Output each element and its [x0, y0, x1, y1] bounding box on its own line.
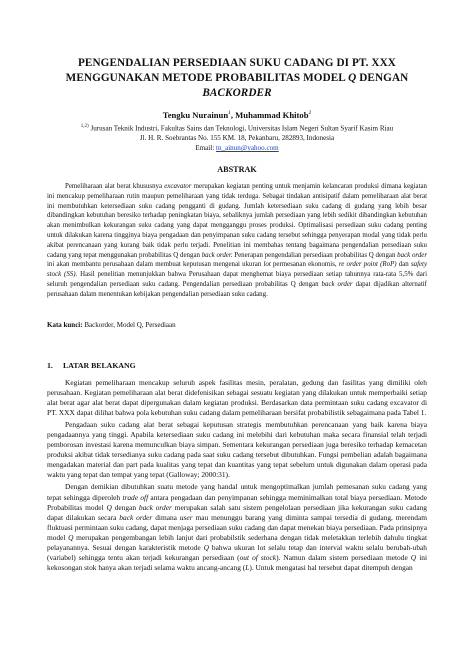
affiliation-sup: 1,2) — [80, 124, 89, 129]
body-text-run: ini kekosongan stok hanya akan terjadi selama waktu ancang-ancang ( — [47, 552, 428, 572]
body-italic: L — [245, 562, 250, 572]
body-italic: Q — [106, 502, 112, 512]
author-2-sup: 2 — [308, 110, 312, 117]
body-italic: Q — [410, 552, 417, 562]
title-line-1: PENGENDALIAN PERSEDIAAN SUKU CADANG DI PT. XXX — [78, 57, 396, 69]
keywords-value: Backorder, Model Q, Persediaan — [82, 321, 176, 329]
body-text-run: antara pengadaan dan penyimpanan sehingga meminimalkan total biaya persediaan. Metode Probabilitas model — [47, 492, 427, 512]
email-link[interactable]: tn_ainun@yahoo.com — [216, 144, 279, 153]
email-label: Email: — [195, 144, 216, 153]
body-italic: user — [179, 512, 193, 522]
body-text-run: merupakan pengembangan lebih lanjut dari probabilstik sederhana dengan tidak meletakkan terlebih dahulu tingkat pelayanannya. Sesuai dengan karakteristik metode — [47, 532, 427, 552]
affiliation-line-1 — [40, 122, 434, 133]
body-italic: trade off — [122, 492, 149, 502]
body-italic: Q — [203, 542, 209, 552]
paper-title — [30, 56, 444, 101]
body-paragraph-3 — [47, 482, 427, 572]
keywords — [47, 321, 427, 329]
title-line-2-b: DENGAN — [356, 72, 409, 84]
abstract-italic: lot — [263, 261, 271, 269]
body-text-run: ). Namun dalam sistem persediaan metode — [276, 552, 411, 562]
abstract-text: ini akan membantu perusahaan dalam membuat keputusan mengenai ukuran — [47, 261, 264, 269]
abstract-text: permesanan ekonomis, — [270, 261, 339, 269]
body-italic: out of stock — [239, 552, 277, 562]
body-text-run: dimana — [152, 512, 180, 522]
body-text-run: bahwa ukuran lot selalu tetap dan interval waktu selalu berubah-ubah (variabel) sehingga tentu akan terjadi kekurangan persediaan ( — [47, 542, 427, 562]
title-backorder: BACKORDER — [202, 87, 272, 99]
abstract-text: dapat dijadikan alternatif perusahaan dalam menentukan kebijakan pengendalian persediaan suku cadang. — [47, 280, 427, 298]
body-italic: back order — [138, 502, 172, 512]
abstract-text: Pemeliharaan alat berat khususnya — [65, 183, 165, 190]
body-text-run: mau menunggu barang yang diminta sampai tersedia di gudang, merendam fluktuasi permintaan suku cadang, dapat menjaga persediaan suku cadang dan dapat menekan biaya persediaan. Pada prinsipnya model — [47, 512, 427, 542]
author-list — [30, 110, 444, 120]
body-text-run: merupakan salah satu sistem pengelolaan persediaan jika kekurangan suku cadang dapat dilakukan secara — [47, 502, 427, 522]
section-number: 1. — [47, 361, 53, 370]
body-paragraph-2: Pengadaan suku cadang alat berat sebagai keputusan strategis membutuhkan perencanaan yang baik karena biaya pengadaannya yang tinggi. Apabila ketersediaan suku cadang ini melebihi dari kebutuhan maka secara finansial telah terjadi pemborosan investasi karena memunculkan biaya simpan. Sementara kekurangan persediaan juga beresiko terhadap kemacetan produksi akibat tidak tersedianya suku cadang pada saat suku cadang tersebut dibutuhkan. Fungsi pembelian adalah bagaimana mengadakan material dan part pada kualitas yang tepat dan kuantitas yang tepat sebelum untuk digunakan dalam operasi pada waktu yang tepat dan tempat yang tepat (Galloway; 2000:31). — [47, 420, 427, 480]
abstract-italic: safety stock (SS). — [47, 261, 428, 279]
abstract-italic: re order point (RoP) — [338, 261, 397, 269]
affiliation-text-1: Jurusan Teknik Industri, Fakultas Sains dan Teknologi, Universitas Islam Negeri Sultan Syarif Kasim Riau — [88, 124, 394, 133]
abstract-text: dan — [396, 261, 411, 269]
body-paragraph-1: Kegiatan pemeliharaan mencakup seluruh aspek fasilitas mesin, peralatan, gedung dan fasilitas yang dimiliki oleh perusahaan. Kegiatan pemeliharaan alat berat didefenisikan sebagai sesuatu kegiatan yang dilakukan untuk memperbaiki setiap alat berat agar alat berat dapat dipergunakan dalam kegiatan produksi. Berdasarkan data permintaan suku cadang excavator di PT. XXX dapat dilihat bahwa pola kebutuhan suku cadang dalam pemeliharaan bersifat probabilistik sebagaimana pada Tabel 1. — [47, 378, 427, 418]
abstract-text: Hasil penelitian menunjukkan bahwa Perusahaan dapat menghemat biaya persediaan setiap tahunnya rata-rata 5,5% dari seluruh pengendalian persediaan suku cadang. Pengendalian persediaan probabilitas Q dengan — [47, 271, 427, 288]
abstract-text: merupakan kegiatan penting untuk menjamin kelancaran produksi dimana kegiatan ini mencakup pemeliharaan rutin maupun pemeliharaan yang tidak terduga. Sebagai tindakan antisipatif dalam pemeliharaan alat berat ini membutuhkan ketersediaan suku cadang pengganti di gudang. Jumlah ketersediaan suku cadang di gudang yang lebih besar dibandingkan kebutuhan beresiko terhadap peningkatan biaya, sebaliknya jumlah persediaan yang lebih sedikit dibandingkan kebutuhan akan menimbulkan kekurangan suku cadang yang dapat mengganggu proses produksi. Optimalisasi persediaan suku cadang penting untuk dilakukan karena tingginya biaya pengadaan dan penyimpanan suku cadang tersebut sehingga penyerapan modal yang tidak perlu akibat perencanaan yang kurang baik tidak perlu terjadi. Penelitian ini membahas tentang bagaimana pengendalian persediaan suku cadang yang tepat menggunakan probabilitas Q dengan — [47, 183, 428, 259]
section-heading — [47, 361, 136, 370]
affiliation-line-2: Jl. H. R. Soebrantas No. 155 KM. 18, Pekanbaru, 282893, Indonesia — [139, 134, 335, 143]
body-italic: Q — [68, 532, 74, 542]
abstract-paragraph — [47, 182, 427, 300]
author-2: Muhammad Khitob — [235, 110, 309, 120]
keywords-label: Kata kunci: — [47, 321, 83, 329]
body-text-run: ). Untuk mengatasi hal tersebut dapat ditempuh dengan — [249, 562, 413, 572]
body-text — [47, 378, 427, 575]
affiliation — [40, 122, 434, 153]
title-line-2-a: MENGGUNAKAN METODE PROBABILITAS MODEL — [65, 72, 349, 84]
author-1-sup: 1 — [228, 110, 231, 117]
abstract-heading: ABSTRAK — [217, 165, 257, 174]
abstract-italic: excavator — [164, 183, 192, 190]
body-text-run: Dengan demikian dibutuhkan suatu metode yang handal untuk mengoptimalkan jumlah pemesanan suku cadang yang tepat sehingga diperoleh — [47, 482, 427, 502]
title-line-3 — [30, 86, 444, 101]
title-line-2 — [30, 71, 444, 86]
abstract-body — [47, 182, 427, 300]
abstract-italic: back order — [397, 251, 428, 259]
title-q: Q — [348, 72, 357, 84]
section-title: LATAR BELAKANG — [63, 361, 136, 370]
abstract-italic: back order — [321, 280, 353, 288]
author-1: Tengku Nurainun — [162, 110, 229, 120]
abstract-italic: back order. — [201, 251, 233, 259]
email-line — [40, 143, 434, 153]
body-italic: back order — [119, 512, 153, 522]
author-separator: , — [230, 110, 236, 120]
body-text-run: dengan — [111, 502, 139, 512]
abstract-text: Penerapan pengendalian persediaan probabilitas Q dengan — [232, 251, 398, 259]
